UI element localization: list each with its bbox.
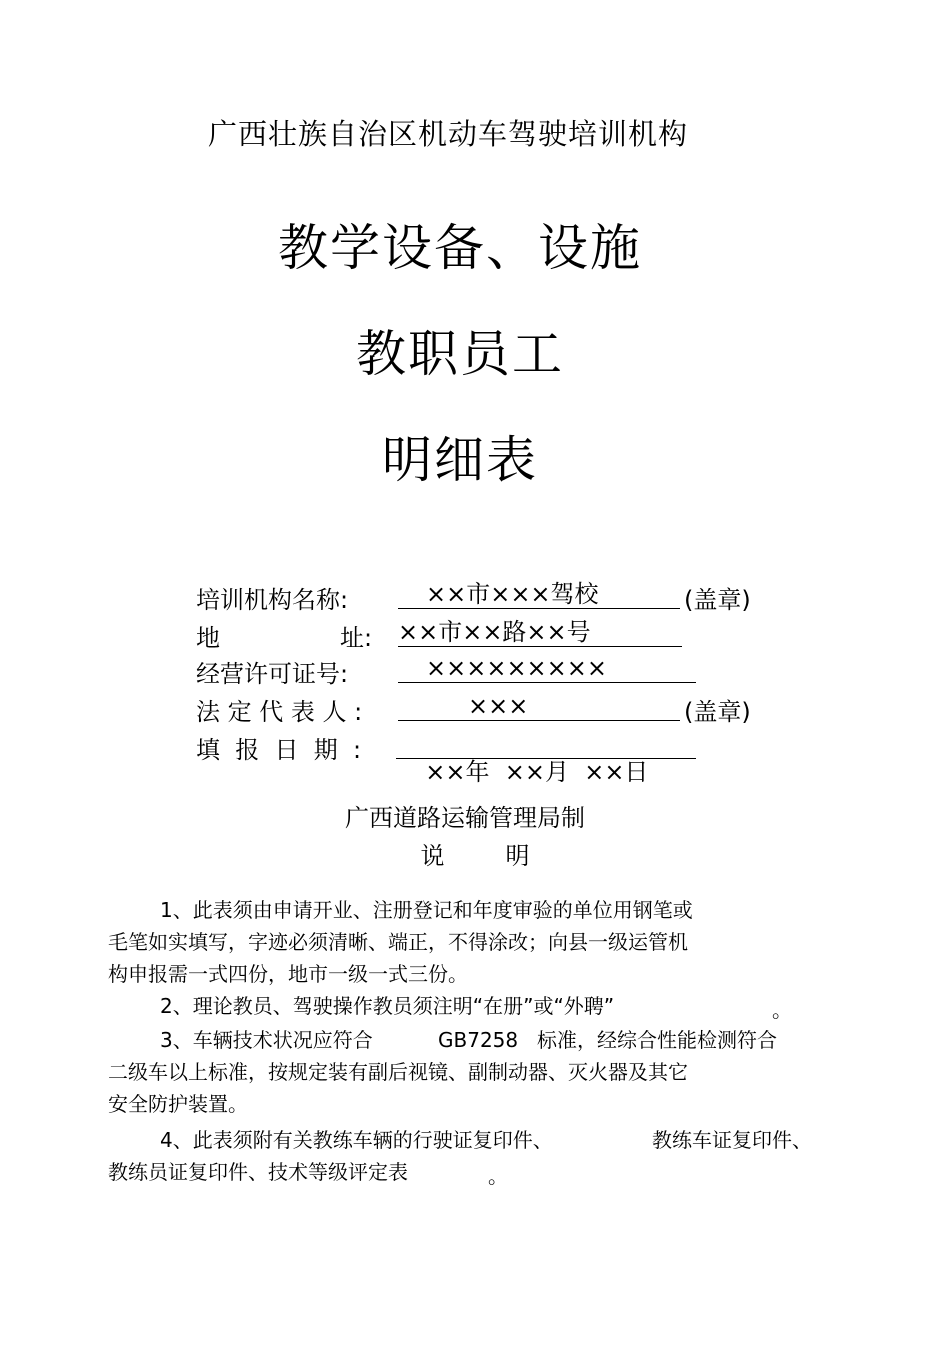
fill-date-text: ××年 ××月 ××日 (425, 758, 649, 786)
document-title-line-2: 教职员工 (356, 325, 564, 383)
address-label-start: 地 (196, 624, 220, 652)
legal-rep-stamp-note: (盖章) (684, 698, 751, 726)
address-label-end: 址: (340, 624, 373, 652)
fill-date-value (396, 730, 696, 786)
license-text: ××××××××× (426, 654, 607, 682)
explanation-heading: 说 明 (420, 842, 530, 870)
document-title-line-1: 教学设备、设施 (278, 219, 642, 277)
legal-rep-value (398, 692, 680, 721)
note-3-line-2: 二级车以上标准，按规定装有副后视镜、副制动器、灭火器及其它 (108, 1060, 688, 1084)
legal-rep-label: 法 定 代 表 人 : (196, 698, 363, 726)
legal-rep-text: ××× (468, 692, 529, 720)
note-2-line-1: 2、理论教员、驾驶操作教员须注明“在册”或“外聘” (160, 994, 615, 1018)
note-3-line-1-end: 标准，经综合性能检测符合 (537, 1028, 777, 1052)
note-4-line-1-end: 教练车证复印件、 (652, 1128, 812, 1152)
note-3-line-3: 安全防护装置。 (108, 1092, 248, 1116)
document-title-line-3: 明细表 (382, 431, 538, 489)
note-1-line-2: 毛笔如实填写，字迹必须清晰、端正，不得涂改；向县一级运管机 (108, 930, 688, 954)
institution-name-text: ××市×××驾校 (426, 580, 599, 608)
institution-name-label: 培训机构名称: (196, 586, 349, 614)
license-label: 经营许可证号: (196, 660, 349, 688)
note-4-line-2: 教练员证复印件、技术等级评定表 (108, 1160, 408, 1184)
fill-date-label: 填 报 日 期 : (196, 736, 362, 764)
note-3-standard-code: GB7258 (438, 1028, 519, 1052)
organization-name: 广西壮族自治区机动车驾驶培训机构 (207, 117, 688, 151)
note-4-line-1-start: 4、此表须附有关教练车辆的行驶证复印件、 (160, 1128, 553, 1152)
issuing-bureau: 广西道路运输管理局制 (345, 804, 585, 832)
institution-name-value (398, 580, 680, 609)
note-1-line-1: 1、此表须由申请开业、注册登记和年度审验的单位用钢笔或 (160, 898, 693, 922)
note-4-period: 。 (488, 1164, 508, 1188)
license-value (398, 654, 696, 683)
note-2-period: 。 (772, 998, 792, 1022)
address-value: ××市××路××号 (398, 618, 682, 647)
institution-stamp-note: (盖章) (684, 586, 751, 614)
note-3-line-1-start: 3、车辆技术状况应符合 (160, 1028, 373, 1052)
note-1-line-3: 构申报需一式四份，地市一级一式三份。 (108, 962, 468, 986)
